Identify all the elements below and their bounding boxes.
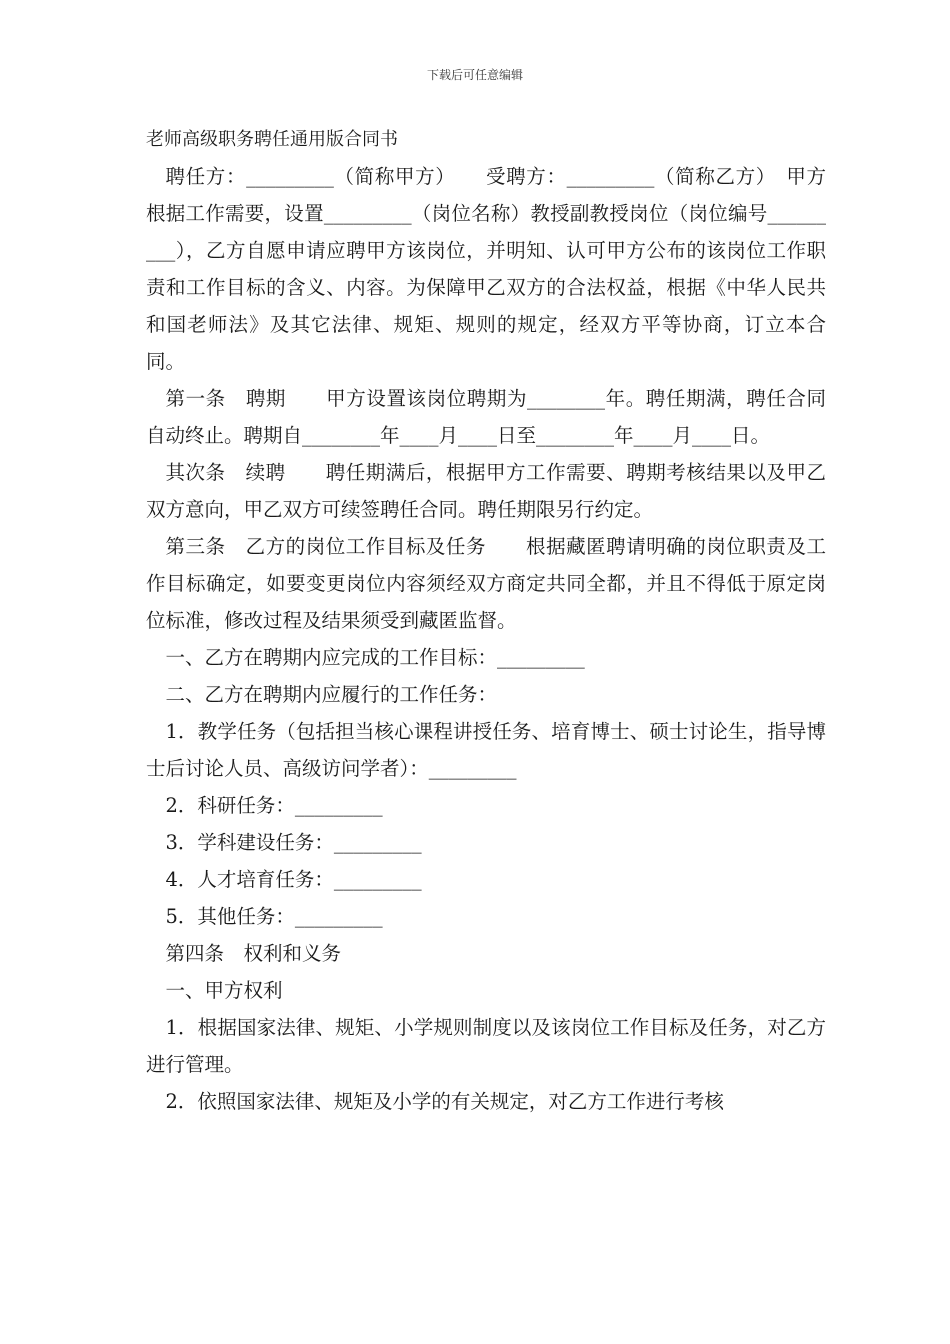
- paragraph-task-research: 2．科研任务：_________: [165, 794, 383, 817]
- paragraph-party-a-rights: 一、甲方权利: [165, 979, 283, 1002]
- paragraph-right-2: 2．依照国家法律、规矩及小学的有关规定，对乙方工作进行考核: [165, 1090, 724, 1113]
- paragraph-article-3: 第三条 乙方的岗位工作目标及任务 根据藏匿聘请明确的岗位职责及工作目标确定，如要变更岗位内容须经双方商定共同全都，并且不得低于原定岗位标准，修改过程及结果须受到藏匿监督。: [146, 535, 826, 632]
- paragraph-task-discipline: 3．学科建设任务：_________: [165, 831, 422, 854]
- paragraph-article-2: 其次条 续聘 聘任期满后，根据甲方工作需要、聘期考核结果以及甲乙双方意向，甲乙双方可续签聘任合同。聘任期限另行约定。: [146, 461, 826, 521]
- paragraph-task-other: 5．其他任务：_________: [165, 905, 383, 928]
- paragraph-goal: 一、乙方在聘期内应完成的工作目标：_________: [165, 646, 585, 669]
- paragraph-parties: 聘任方：_________（简称甲方） 受聘方：_________（简称乙方） 甲方根据工作需要，设置_________（岗位名称）教授副教授岗位（岗位编号_________），乙方自愿申请应聘甲方该岗位，并明知、认可甲方公布的该岗位工作职责和工作目标的含义、内容。为保障甲乙双方的合法权益，根据《中华人民共和国老师法》及其它法律、规矩、规则的规定，经双方平等协商，订立本合同。: [146, 165, 826, 373]
- header-note: 下载后可任意编辑: [426, 68, 523, 82]
- paragraph-article-4: 第四条 权利和义务: [165, 942, 342, 965]
- document-title: 老师高级职务聘任通用版合同书: [146, 129, 398, 150]
- paragraph-task-talent: 4．人才培育任务：_________: [165, 868, 422, 891]
- paragraph-right-1: 1．根据国家法律、规矩、小学规则制度以及该岗位工作目标及任务，对乙方进行管理。: [146, 1016, 826, 1076]
- paragraph-task-teaching: 1．教学任务（包括担当核心课程讲授任务、培育博士、硕士讨论生，指导博士后讨论人员、高级访问学者）：_________: [146, 720, 826, 780]
- paragraph-article-1: 第一条 聘期 甲方设置该岗位聘期为________年。聘任期满，聘任合同自动终止。聘期自________年____月____日至________年____月____日。: [146, 387, 826, 447]
- paragraph-tasks-heading: 二、乙方在聘期内应履行的工作任务：: [165, 683, 498, 706]
- document-body: [146, 124, 826, 1120]
